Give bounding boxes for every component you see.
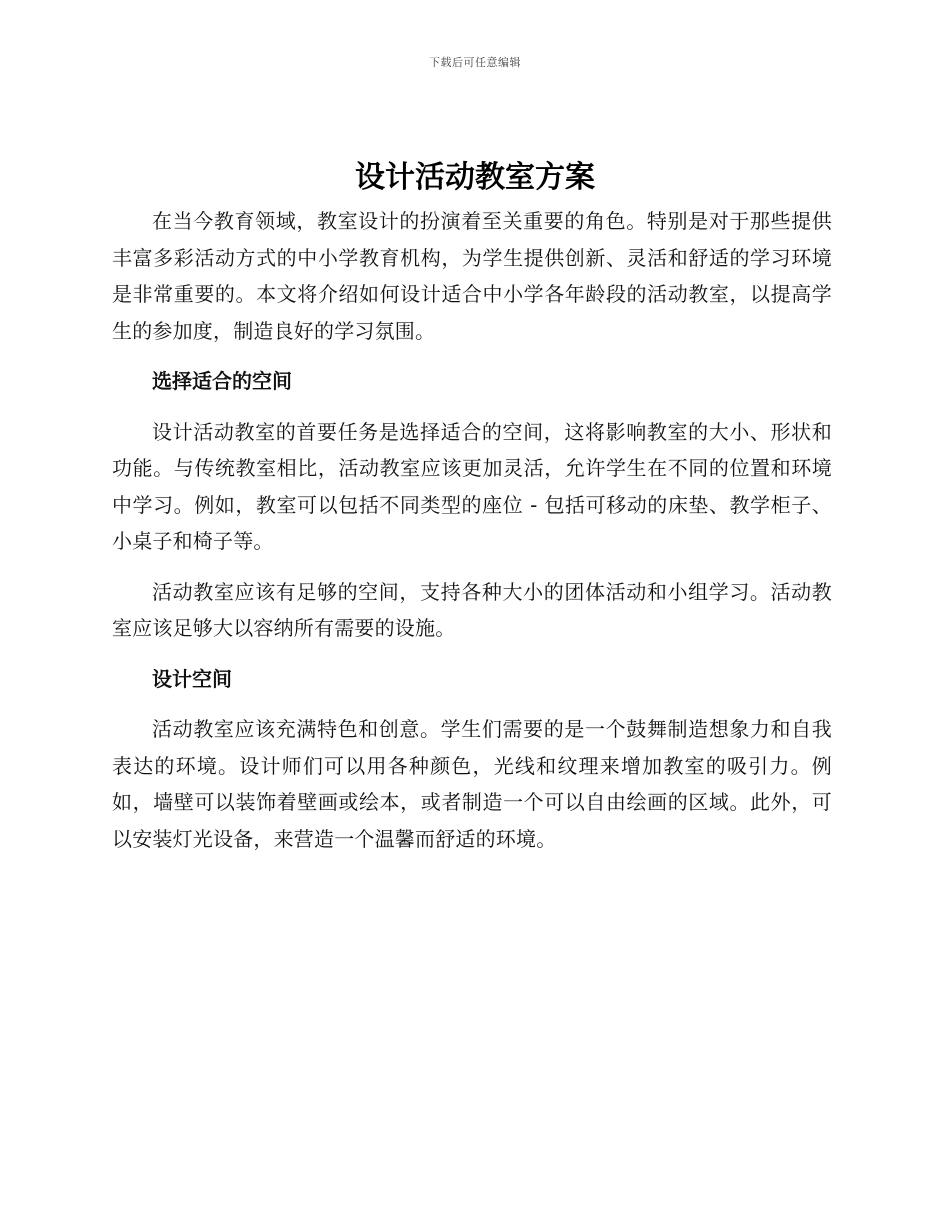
select-space-paragraph-2: 活动教室应该有足够的空间，支持各种大小的团体活动和小组学习。活动教室应该足够大以容纳所有需要的设施。 <box>112 579 832 640</box>
document-title: 设计活动教室方案 <box>355 160 595 195</box>
section-heading-design-space: 设计空间 <box>152 666 232 691</box>
design-space-paragraph: 活动教室应该充满特色和创意。学生们需要的是一个鼓舞制造想象力和自我表达的环境。设计师们可以用各种颜色，光线和纹理来增加教室的吸引力。例如，墙壁可以装饰着壁画或绘本，或者制造一个可以自由绘画的区域。此外，可以安装灯光设备，来营造一个温馨而舒适的环境。 <box>112 717 832 851</box>
intro-paragraph: 在当今教育领域，教室设计的扮演着至关重要的角色。特别是对于那些提供丰富多彩活动方式的中小学教育机构，为学生提供创新、灵活和舒适的学习环境是非常重要的。本文将介绍如何设计适合中小学各年龄段的活动教室，以提高学生的参加度，制造良好的学习氛围。 <box>112 209 832 343</box>
section-heading-select-space: 选择适合的空间 <box>152 369 292 393</box>
document-body <box>112 203 832 857</box>
select-space-paragraph-1: 设计活动教室的首要任务是选择适合的空间，这将影响教室的大小、形状和功能。与传统教室相比，活动教室应该更加灵活，允许学生在不同的位置和环境中学习。例如，教室可以包括不同类型的座位 - 包括可移动的床垫、教学柜子、小桌子和椅子等。 <box>112 419 832 553</box>
header-note: 下载后可任意编辑 <box>429 56 521 69</box>
